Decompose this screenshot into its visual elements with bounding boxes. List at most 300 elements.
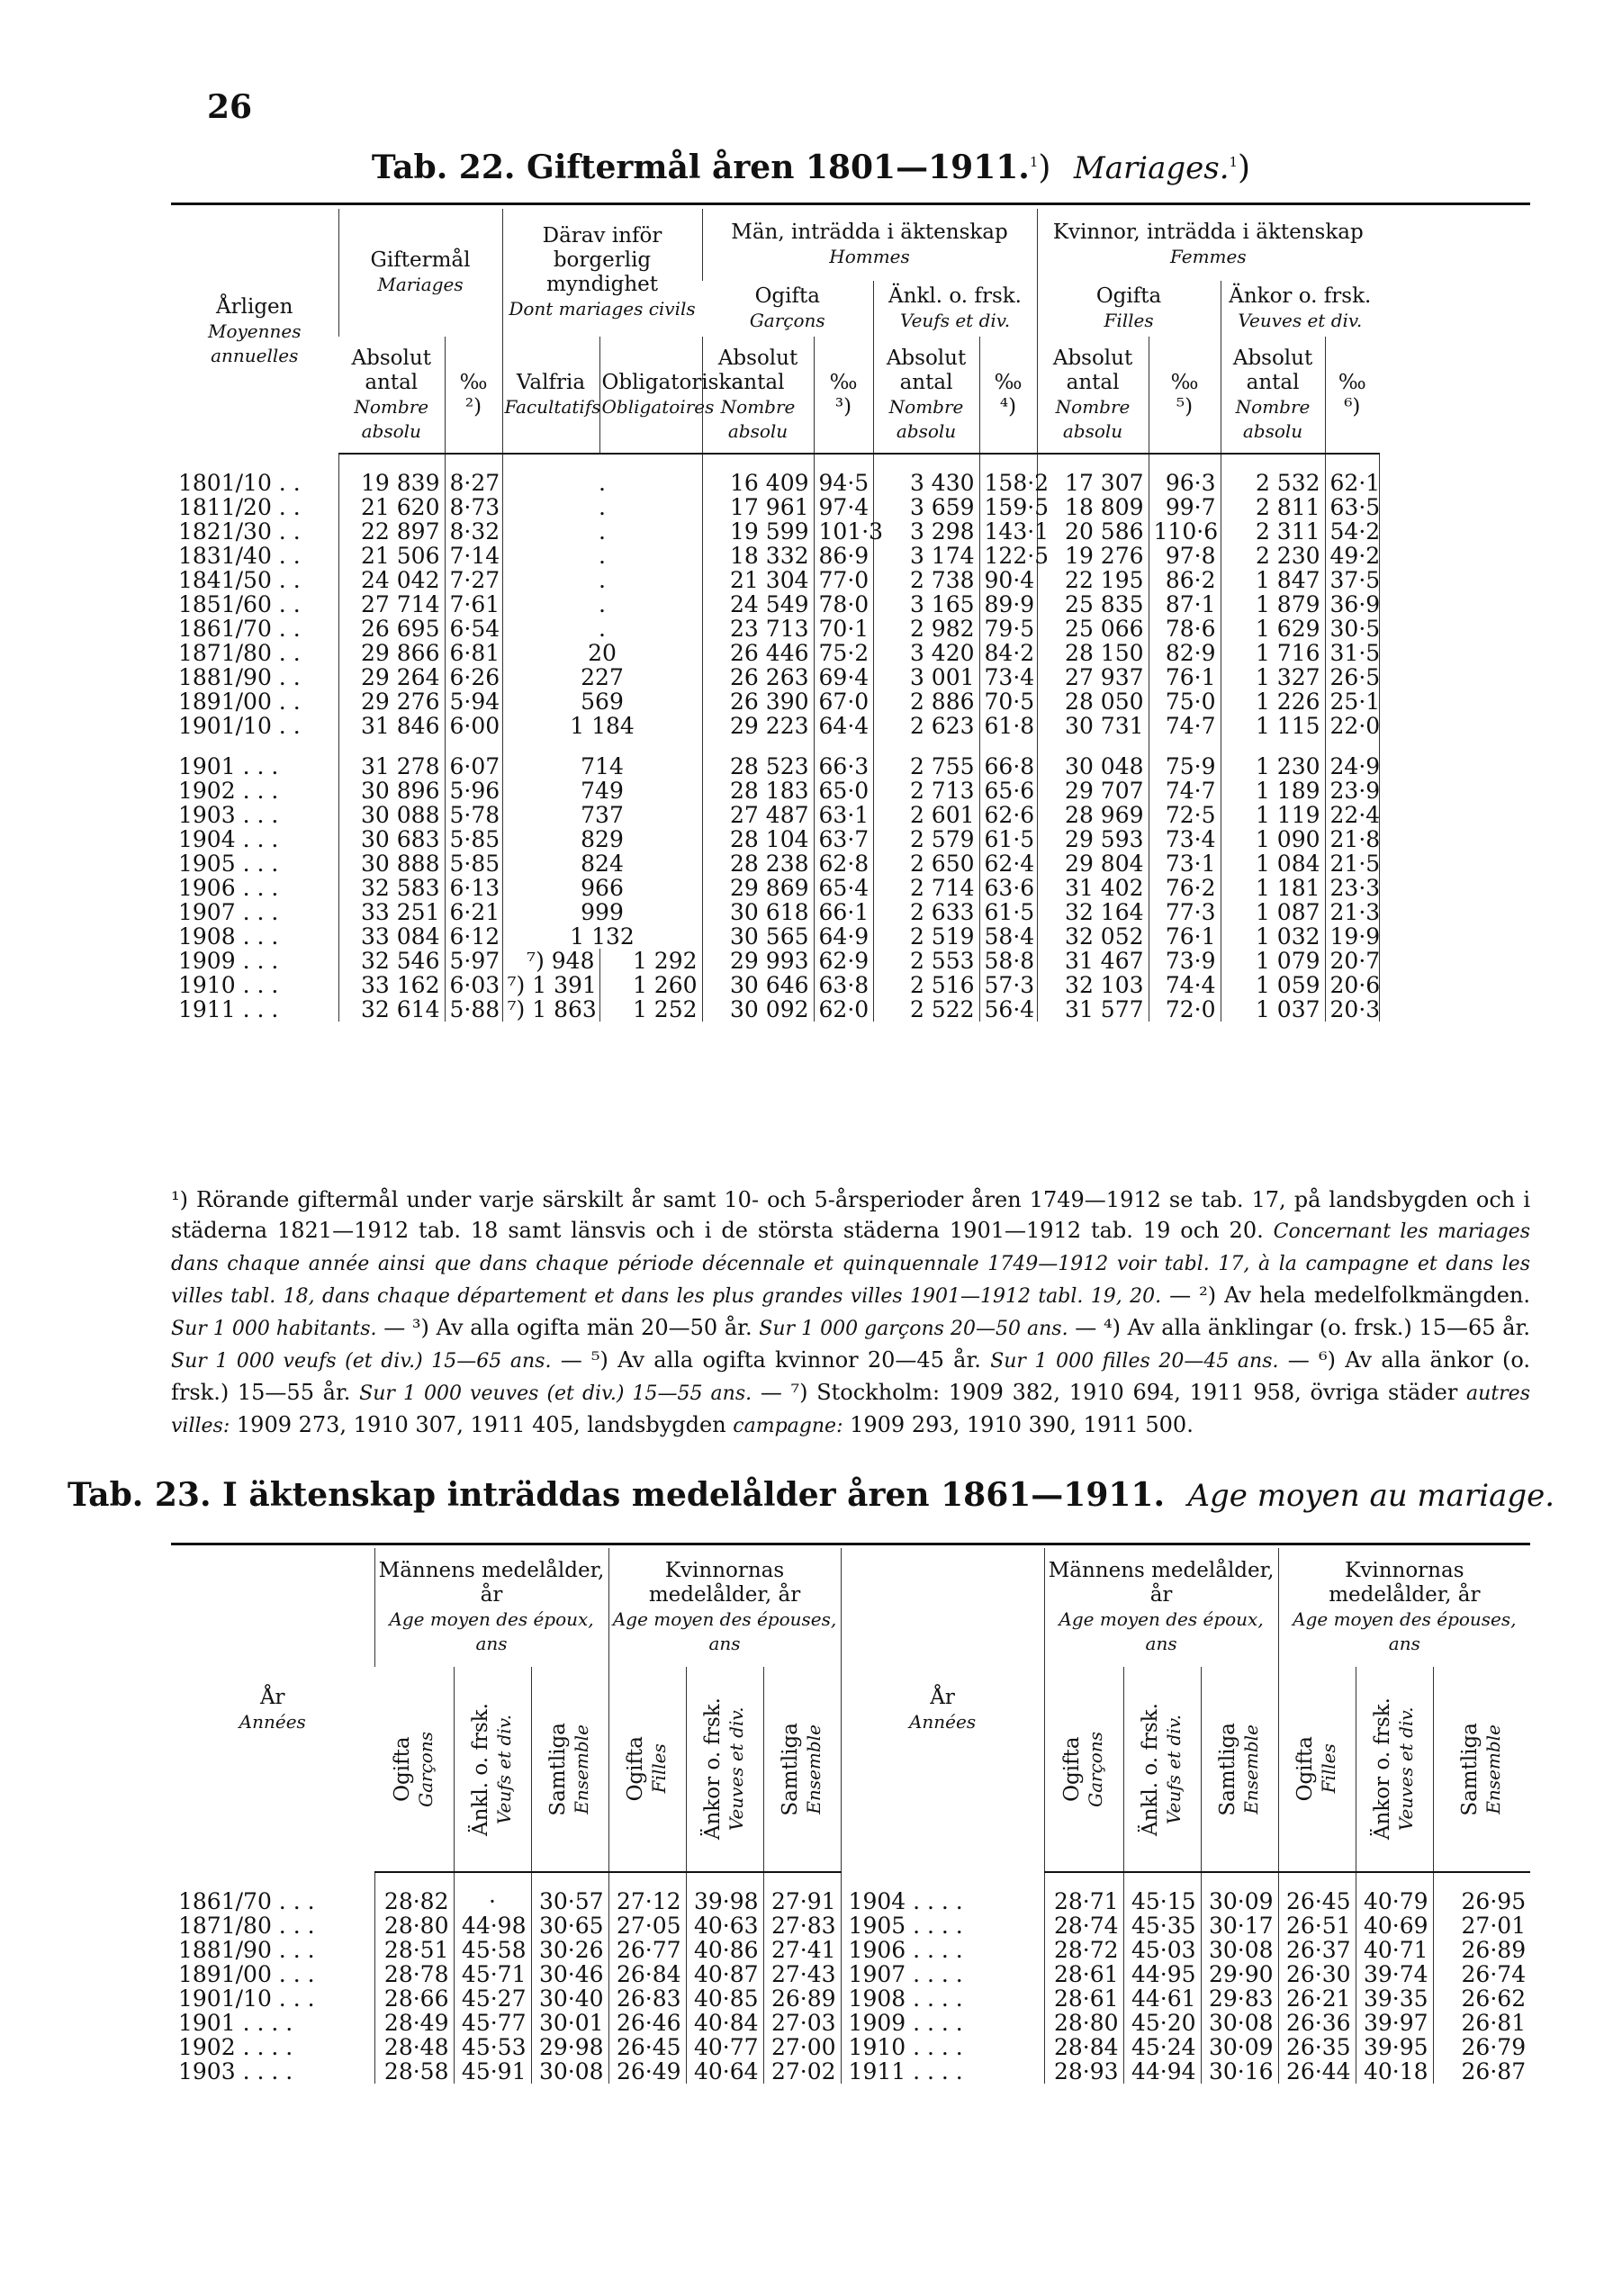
tab22-cell: 63·6 — [979, 876, 1037, 900]
footnote-5-fr: Sur 1 000 filles 20—45 ans. — [990, 1350, 1279, 1373]
tab22-cell: 5·88 — [445, 997, 502, 1022]
tab22-cell: 1 879 — [1221, 592, 1325, 617]
tab22-cell: 61·5 — [979, 827, 1037, 851]
tab22-head-men-ankl-pm — [979, 337, 1037, 454]
tab22-cell: 1851/60 . . — [178, 591, 301, 617]
tab22-cell: 65·4 — [814, 876, 873, 900]
tab22-cell: 31 846 — [338, 714, 445, 738]
tab23-row — [171, 1913, 1530, 1938]
tab22-cell: 61·8 — [979, 714, 1037, 738]
tab22-cell: 56·4 — [979, 997, 1037, 1022]
tab22-title-paren: ) — [1038, 149, 1051, 186]
tab22-cell: 26 446 — [702, 641, 814, 665]
tab23-head-year-right-sv: År — [930, 1686, 955, 1709]
tab22-cell: 1 716 — [1221, 641, 1325, 665]
tab23-cell: 27·83 — [763, 1913, 841, 1938]
tab23-title — [0, 1476, 1622, 1514]
tab23-cell: 28·78 — [374, 1962, 454, 1986]
tab22-row — [171, 803, 1530, 827]
tab22-title-fr-paren: ) — [1238, 149, 1251, 186]
tab22-cell: 77·0 — [814, 568, 873, 592]
tab23-cell: 1891/00 . . . — [178, 1961, 315, 1987]
footnote-3-fr: Sur 1 000 garçons 20—50 ans. — [759, 1318, 1068, 1340]
tab22-cell: 19 276 — [1037, 544, 1149, 568]
tab22-row — [171, 568, 1530, 592]
tab23-cell: 26·36 — [1278, 2011, 1356, 2035]
tab22-cell: . — [502, 617, 702, 641]
tab23-cell: 28·80 — [1044, 2011, 1123, 2035]
tab22-cell: 31 402 — [1037, 876, 1149, 900]
tab22-cell: 28 238 — [702, 851, 814, 876]
tab22-row — [171, 738, 1530, 779]
tab22-spacer-cell — [1379, 779, 1530, 803]
tab23-cell: 28·72 — [1044, 1938, 1123, 1962]
tab22-cell: 2 886 — [873, 689, 979, 714]
tab22-cell: 2 601 — [873, 803, 979, 827]
tab22-head-men-ankl-abs-sv: Absolut antal — [886, 346, 967, 394]
tab22-cell: 20 586 — [1037, 519, 1149, 544]
tab23-cell: 39·95 — [1356, 2035, 1433, 2059]
tab22-row — [171, 827, 1530, 851]
tab22-cell: 54·2 — [1325, 519, 1379, 544]
tab22-head-men-ankl-pm-fn: ⁴) — [999, 394, 1017, 419]
tab22-row — [171, 454, 1530, 495]
tab23-cell: 27·41 — [763, 1938, 841, 1962]
tab22-head-women-ogifta-fr: Filles — [1104, 310, 1154, 331]
tab22-cell: 32 103 — [1037, 973, 1149, 997]
footnote-4-fr: Sur 1 000 veufs (et div.) 15—65 ans. — [171, 1350, 552, 1373]
tab23-head-women-right-sv: Kvinnornas medelålder, år — [1329, 1559, 1481, 1607]
tab22-row — [171, 997, 1530, 1022]
tab22-row — [171, 973, 1530, 997]
tab23-cell: 1902 . . . . — [178, 2034, 293, 2060]
tab22-cell: 22·4 — [1325, 803, 1379, 827]
tab22-row — [171, 519, 1530, 544]
tab23-cell: 1901 . . . . — [178, 2010, 293, 2036]
tab22-cell: 1 226 — [1221, 689, 1325, 714]
tab22-cell: 30 646 — [702, 973, 814, 997]
tab22-cell: 70·1 — [814, 617, 873, 641]
tab23-sub-men-ogifta-l: Ogifta Garçons — [374, 1667, 454, 1872]
tab23-cell: 40·87 — [686, 1962, 763, 1986]
tab23-cell: 40·85 — [686, 1986, 763, 2011]
tab22-spacer-cell — [1379, 876, 1530, 900]
tab22-cell: 8·27 — [445, 454, 502, 495]
tab22-cell: 1 181 — [1221, 876, 1325, 900]
tab22-head-women-ogifta-pm-fn: ⁵) — [1176, 394, 1194, 419]
page-number: 26 — [207, 88, 253, 126]
tab22-cell: 30 896 — [338, 779, 445, 803]
tab22-cell: 33 084 — [338, 924, 445, 949]
tab22-cell: 27 487 — [702, 803, 814, 827]
tab22-row — [171, 495, 1530, 519]
tab22-spacer-cell — [1379, 454, 1530, 495]
tab22-head-men-ogifta-pm — [814, 337, 873, 454]
footnote-7-a: — ⁷) Stockholm: 1909 382, 1910 694, 1911 958, övriga städer — [760, 1380, 1458, 1405]
tab22-head-men-ogifta-abs — [702, 337, 814, 454]
tab22-title — [0, 149, 1622, 186]
tab22-cell: 7·14 — [445, 544, 502, 568]
tab22-cell: 23·9 — [1325, 779, 1379, 803]
tab22-cell: 8·73 — [445, 495, 502, 519]
tab22-cell: 84·2 — [979, 641, 1037, 665]
tab23-cell: 1901/10 . . . — [178, 1985, 315, 2012]
tab22-cell: 6·21 — [445, 900, 502, 924]
tab22-head-women-ankor-abs-fr: Nombre absolu — [1235, 395, 1311, 442]
tab22-cell: 1 252 — [599, 997, 702, 1022]
tab22-cell: 2 755 — [873, 738, 979, 779]
tab23-head-women-left — [608, 1548, 841, 1667]
tab23-cell: 1908 . . . . — [841, 1986, 1044, 2011]
tab22-cell: 24 042 — [338, 568, 445, 592]
tab22-cell: 999 — [502, 900, 702, 924]
tab22-cell: 62·0 — [814, 997, 873, 1022]
tab22-cell: 2 982 — [873, 617, 979, 641]
tab22-cell: 26 263 — [702, 665, 814, 689]
tab22-head-women-ogifta-pm-sign: ‰ — [1170, 370, 1199, 394]
tab22-cell: . — [502, 592, 702, 617]
tab22-cell: 87·1 — [1149, 592, 1221, 617]
tab23-cell: 45·24 — [1123, 2035, 1201, 2059]
tab23-cell: 26·62 — [1433, 1986, 1530, 2011]
tab23-cell: 1905 . . . . — [841, 1913, 1044, 1938]
tab22-cell: 67·0 — [814, 689, 873, 714]
tab22-cell: 29 804 — [1037, 851, 1149, 876]
tab22-cell: ⁷) 1 391 — [502, 973, 599, 997]
tab23-cell: 28·80 — [374, 1913, 454, 1938]
tab22-cell: 5·85 — [445, 827, 502, 851]
tab22-cell: 2 713 — [873, 779, 979, 803]
tab23-head-women-right-fr: Age moyen des épouses, ans — [1293, 1608, 1517, 1654]
tab23-cell: 28·71 — [1044, 1872, 1123, 1913]
tab22-cell: 1 189 — [1221, 779, 1325, 803]
tab23-title-fr: Age moyen au mariage. — [1187, 1478, 1555, 1514]
tab22-cell: 1 059 — [1221, 973, 1325, 997]
tab23-cell: 44·95 — [1123, 1962, 1201, 1986]
tab22-cell: 29 993 — [702, 949, 814, 973]
tab22-cell: 29 276 — [338, 689, 445, 714]
tab23-head-men-right-fr: Age moyen des époux, ans — [1059, 1608, 1264, 1654]
tab22-cell: 1 292 — [599, 949, 702, 973]
tab22-cell: 21·3 — [1325, 900, 1379, 924]
tab22-spacer-cell — [1379, 592, 1530, 617]
tab23-cell: 26·44 — [1278, 2059, 1356, 2084]
tab22-spacer-cell — [1379, 665, 1530, 689]
tab23-head-women-left-fr: Age moyen des épouses, ans — [612, 1608, 837, 1654]
tab22-cell: 76·1 — [1149, 924, 1221, 949]
tab22-cell: 1906 . . . — [178, 875, 279, 901]
tab23-table — [171, 1548, 1530, 2084]
tab22-head-women — [1037, 209, 1379, 281]
tab23-cell: 40·86 — [686, 1938, 763, 1962]
tab22-spacer-cell — [1379, 617, 1530, 641]
tab22-cell: 122·5 — [979, 544, 1037, 568]
tab22-spacer-cell — [1379, 714, 1530, 738]
tab23-cell: 26·46 — [608, 2011, 686, 2035]
tab23-row — [171, 1938, 1530, 1962]
tab23-head-year-left-fr: Années — [239, 1711, 306, 1733]
tab22-cell: 30 088 — [338, 803, 445, 827]
tab22-spacer-cell — [1379, 803, 1530, 827]
tab22-spacer-cell — [1379, 924, 1530, 949]
tab22-cell: 27 714 — [338, 592, 445, 617]
tab23-cell: 28·48 — [374, 2035, 454, 2059]
tab23-cell: 45·77 — [454, 2011, 531, 2035]
tab22-cell: 28 183 — [702, 779, 814, 803]
tab22-cell: 6·07 — [445, 738, 502, 779]
tab22-top-rule — [171, 203, 1530, 205]
tab22-head-men — [702, 209, 1037, 281]
tab23-cell: 30·09 — [1201, 1872, 1278, 1913]
tab22-cell: 2 532 — [1221, 454, 1325, 495]
tab23-head-year-right-fr: Années — [908, 1711, 977, 1733]
tab22-cell: ⁷) 1 863 — [502, 997, 599, 1022]
tab22-head-oblig-fr: Obligatoires — [601, 395, 715, 418]
tab22-cell: 3 165 — [873, 592, 979, 617]
tab22-row — [171, 665, 1530, 689]
tab23-sub-women-samtliga-r: Samtliga Ensemble — [1433, 1667, 1530, 1872]
tab22-cell: 62·6 — [979, 803, 1037, 827]
tab22-cell: 69·4 — [814, 665, 873, 689]
tab23-cell: 45·20 — [1123, 2011, 1201, 2035]
tab22-cell: 29 264 — [338, 665, 445, 689]
tab22-cell: 73·4 — [1149, 827, 1221, 851]
tab23-cell: 30·01 — [531, 2011, 608, 2035]
tab23-cell: 30·17 — [1201, 1913, 1278, 1938]
tab22-head-valfria-fr: Facultatifs — [504, 395, 601, 418]
tab22-spacer-cell — [1379, 949, 1530, 973]
tab23-cell: 26·87 — [1433, 2059, 1530, 2084]
tab22-head-women-ogifta-abs — [1037, 337, 1149, 454]
tab22-row — [171, 924, 1530, 949]
tab22-cell: 31 467 — [1037, 949, 1149, 973]
tab23-cell: 45·58 — [454, 1938, 531, 1962]
tab22-cell: 76·2 — [1149, 876, 1221, 900]
tab22-body — [171, 454, 1530, 1022]
footnote-7-c: 1909 293, 1910 390, 1911 500. — [850, 1412, 1194, 1437]
tab22-cell: 73·4 — [979, 665, 1037, 689]
tab22-head-men-ogifta-fr: Garçons — [749, 310, 825, 331]
tab23-cell: 28·66 — [374, 1986, 454, 2011]
tab22-head-civil — [502, 209, 702, 337]
tab22-cell: 82·9 — [1149, 641, 1221, 665]
tab23-cell: 45·71 — [454, 1962, 531, 1986]
tab22-cell: 26 695 — [338, 617, 445, 641]
tab22-cell: 1 327 — [1221, 665, 1325, 689]
tab22-cell: 24·9 — [1325, 738, 1379, 779]
tab22-cell: 6·81 — [445, 641, 502, 665]
tab22-spacer-cell — [1379, 827, 1530, 851]
tab22-cell: 28 050 — [1037, 689, 1149, 714]
tab23-head-men-right-sv: Männens medelålder, år — [1048, 1559, 1275, 1607]
tab22-cell: 1904 . . . — [178, 826, 279, 852]
tab22-spacer-cell — [1379, 495, 1530, 519]
tab22-title-sup: 1 — [1029, 154, 1039, 170]
tab22-row — [171, 689, 1530, 714]
tab22-row — [171, 949, 1530, 973]
tab22-head-valfria-sv: Valfria — [516, 370, 586, 394]
tab23-cell: 27·03 — [763, 2011, 841, 2035]
tab22-row — [171, 592, 1530, 617]
tab22-cell: 62·9 — [814, 949, 873, 973]
tab22-head-women-sv: Kvinnor, inträdda i äktenskap — [1052, 221, 1364, 244]
tab23-sub-women-samtliga-l: Samtliga Ensemble — [763, 1667, 841, 1872]
tab22-cell: 72·5 — [1149, 803, 1221, 827]
tab22-cell: 32 546 — [338, 949, 445, 973]
tab22-head-giftermal-fr: Mariages — [377, 274, 464, 295]
tab23-sub-women-ankor-r: Änkor o. frsk. Veuves et div. — [1356, 1667, 1433, 1872]
tab22-cell: 1861/70 . . — [178, 616, 301, 642]
tab22-cell: 6·54 — [445, 617, 502, 641]
tab22-cell: 32 614 — [338, 997, 445, 1022]
tab23-cell: 1907 . . . . — [841, 1962, 1044, 1986]
tab23-title-sv: Tab. 23. I äktenskap inträddas medelålder åren 1861—1911. — [67, 1476, 1166, 1514]
tab23-cell: 30·40 — [531, 1986, 608, 2011]
footnote-1-fr: Concernant les mariages dans chaque année ainsi que dans chaque période décennale et quinquennale 1749—1912 voir tabl. 17, à la campagne et dans les villes tabl. 18, dans chaque département et dans les plus grandes villes 1901—1912 tabl. 19, 20. — [171, 1220, 1530, 1308]
tab22-spacer-cell — [1379, 519, 1530, 544]
tab22-cell: 30·5 — [1325, 617, 1379, 641]
tab22-cell: 20·7 — [1325, 949, 1379, 973]
tab22-cell: 5·85 — [445, 851, 502, 876]
tab22-head-women-ogifta-sv: Ogifta — [1095, 284, 1162, 308]
tab23-head-year-left — [171, 1548, 374, 1872]
tab23-cell: 27·00 — [763, 2035, 841, 2059]
tab22-row — [171, 641, 1530, 665]
tab23-cell: 30·08 — [1201, 1938, 1278, 1962]
tab23-head-women-left-sv: Kvinnornas medelålder, år — [648, 1559, 801, 1607]
tab22-head-oblig — [599, 337, 744, 454]
tab22-cell: 19·9 — [1325, 924, 1379, 949]
tab22-cell: 1902 . . . — [178, 778, 279, 804]
tab22-cell: 29 869 — [702, 876, 814, 900]
tab22-cell: 32 583 — [338, 876, 445, 900]
tab22-cell: 31 577 — [1037, 997, 1149, 1022]
tab22-cell: 1 084 — [1221, 851, 1325, 876]
tab22-cell: 1908 . . . — [178, 923, 279, 950]
tab23-cell: 30·65 — [531, 1913, 608, 1938]
tab22-cell: 33 251 — [338, 900, 445, 924]
tab22-cell: 30 618 — [702, 900, 814, 924]
tab23-cell: 27·91 — [763, 1872, 841, 1913]
tab22-head-men-ankl-fr: Veufs et div. — [899, 310, 1011, 331]
tab22-cell: 7·27 — [445, 568, 502, 592]
tab22-cell: 1821/30 . . — [178, 518, 301, 545]
tab22-row — [171, 544, 1530, 568]
tab22-head-civil-fr: Dont mariages civils — [509, 298, 696, 320]
tab22-cell: 70·5 — [979, 689, 1037, 714]
tab22-head-men-fr: Hommes — [829, 246, 910, 267]
tab22-cell: 3 659 — [873, 495, 979, 519]
tab22-cell: 1 087 — [1221, 900, 1325, 924]
tab22-cell: 2 230 — [1221, 544, 1325, 568]
tab23-head-men-left-fr: Age moyen des époux, ans — [389, 1608, 594, 1654]
tab22-head-men-ankl-pm-sign: ‰ — [994, 370, 1023, 394]
tab23-cell: 28·82 — [374, 1872, 454, 1913]
tab22-cell: 22 195 — [1037, 568, 1149, 592]
tab22-cell: 824 — [502, 851, 702, 876]
tab23-cell: 40·63 — [686, 1913, 763, 1938]
tab23-cell: 28·51 — [374, 1938, 454, 1962]
tab22-cell: 29 866 — [338, 641, 445, 665]
tab23-sub-men-samtliga-l: Samtliga Ensemble — [531, 1667, 608, 1872]
tab22-cell: 86·9 — [814, 544, 873, 568]
tab22-cell: 1 119 — [1221, 803, 1325, 827]
footnote-2-fr: Sur 1 000 habitants. — [171, 1318, 377, 1340]
tab22-row — [171, 876, 1530, 900]
tab22-head-civil-sv: Därav inför borgerlig myndighet — [542, 224, 662, 296]
tab22-cell: 19 599 — [702, 519, 814, 544]
tab22-head-men-ogifta-sv: Ogifta — [754, 284, 820, 308]
tab23-cell: 40·79 — [1356, 1872, 1433, 1913]
tab22-cell: 27 937 — [1037, 665, 1149, 689]
tab23-cell: 26·84 — [608, 1962, 686, 1986]
tab22-cell: 97·8 — [1149, 544, 1221, 568]
tab22-cell: 1 132 — [502, 924, 702, 949]
tab23-cell: 40·64 — [686, 2059, 763, 2084]
tab23-row — [171, 2059, 1530, 2084]
tab22-head-permille — [445, 337, 502, 454]
tab22-cell: 30 565 — [702, 924, 814, 949]
tab23-cell: 39·97 — [1356, 2011, 1433, 2035]
tab23-head-men-right — [1044, 1548, 1278, 1667]
tab22-cell: 21·5 — [1325, 851, 1379, 876]
tab22-head-valfria — [502, 337, 599, 454]
tab22-cell: 2 811 — [1221, 495, 1325, 519]
tab22-cell: 25·1 — [1325, 689, 1379, 714]
tab23-cell: 28·61 — [1044, 1986, 1123, 2011]
tab22-cell: 3 001 — [873, 665, 979, 689]
tab23-row — [171, 1872, 1530, 1913]
tab22-head-women-ankor-sv: Änkor o. frsk. — [1229, 284, 1372, 308]
tab22-head-giftermal-sv: Giftermål — [370, 248, 471, 272]
tab23-cell: 44·94 — [1123, 2059, 1201, 2084]
tab23-cell: 45·35 — [1123, 1913, 1201, 1938]
tab22-cell: 227 — [502, 665, 702, 689]
tab22-cell: 2 623 — [873, 714, 979, 738]
tab23-cell: 44·61 — [1123, 1986, 1201, 2011]
tab22-cell: 1901 . . . — [178, 753, 279, 779]
tab22-cell: 86·2 — [1149, 568, 1221, 592]
tab23-cell: 29·98 — [531, 2035, 608, 2059]
tab22-row — [171, 714, 1530, 738]
tab22-cell: 63·5 — [1325, 495, 1379, 519]
tab23-cell: 28·61 — [1044, 1962, 1123, 1986]
tab22-cell: 63·7 — [814, 827, 873, 851]
tab22-cell: 49·2 — [1325, 544, 1379, 568]
tab22-head-year — [171, 209, 338, 454]
footnote-2-sv: — ²) Av hela medelfolkmängden. — [1169, 1283, 1530, 1308]
tab23-row — [171, 2011, 1530, 2035]
tab23-cell: 39·74 — [1356, 1962, 1433, 1986]
tab22-cell: 96·3 — [1149, 454, 1221, 495]
tab22-cell: 1 230 — [1221, 738, 1325, 779]
tab22-title-fr: Mariages. — [1073, 150, 1230, 186]
tab22-cell: 22 897 — [338, 519, 445, 544]
tab23-cell: 39·35 — [1356, 1986, 1433, 2011]
tab23-sub-men-ogifta-r: Ogifta Garçons — [1044, 1667, 1123, 1872]
tab22-cell: 97·4 — [814, 495, 873, 519]
tab22-cell: 2 650 — [873, 851, 979, 876]
footnote-1-sv: ¹) Rörande giftermål under varje särskilt år samt 10- och 5-årsperioder åren 1749—1912 se tab. 17, på landsbygden och i städerna 1821—1912 tab. 18 samt länsvis och i de största städerna 1901—1912 tab. 19 och 20. — [171, 1187, 1530, 1243]
tab23-cell: 27·02 — [763, 2059, 841, 2084]
tab22-cell: 28 523 — [702, 738, 814, 779]
tab22-cell: 75·0 — [1149, 689, 1221, 714]
tab23-cell: 1904 . . . . — [841, 1872, 1044, 1913]
tab22-cell: 5·97 — [445, 949, 502, 973]
tab23-cell: 26·79 — [1433, 2035, 1530, 2059]
footnote-5-sv: — ⁵) Av alla ogifta kvinnor 20—45 år. — [560, 1347, 981, 1373]
tab22-cell: 1909 . . . — [178, 948, 279, 974]
